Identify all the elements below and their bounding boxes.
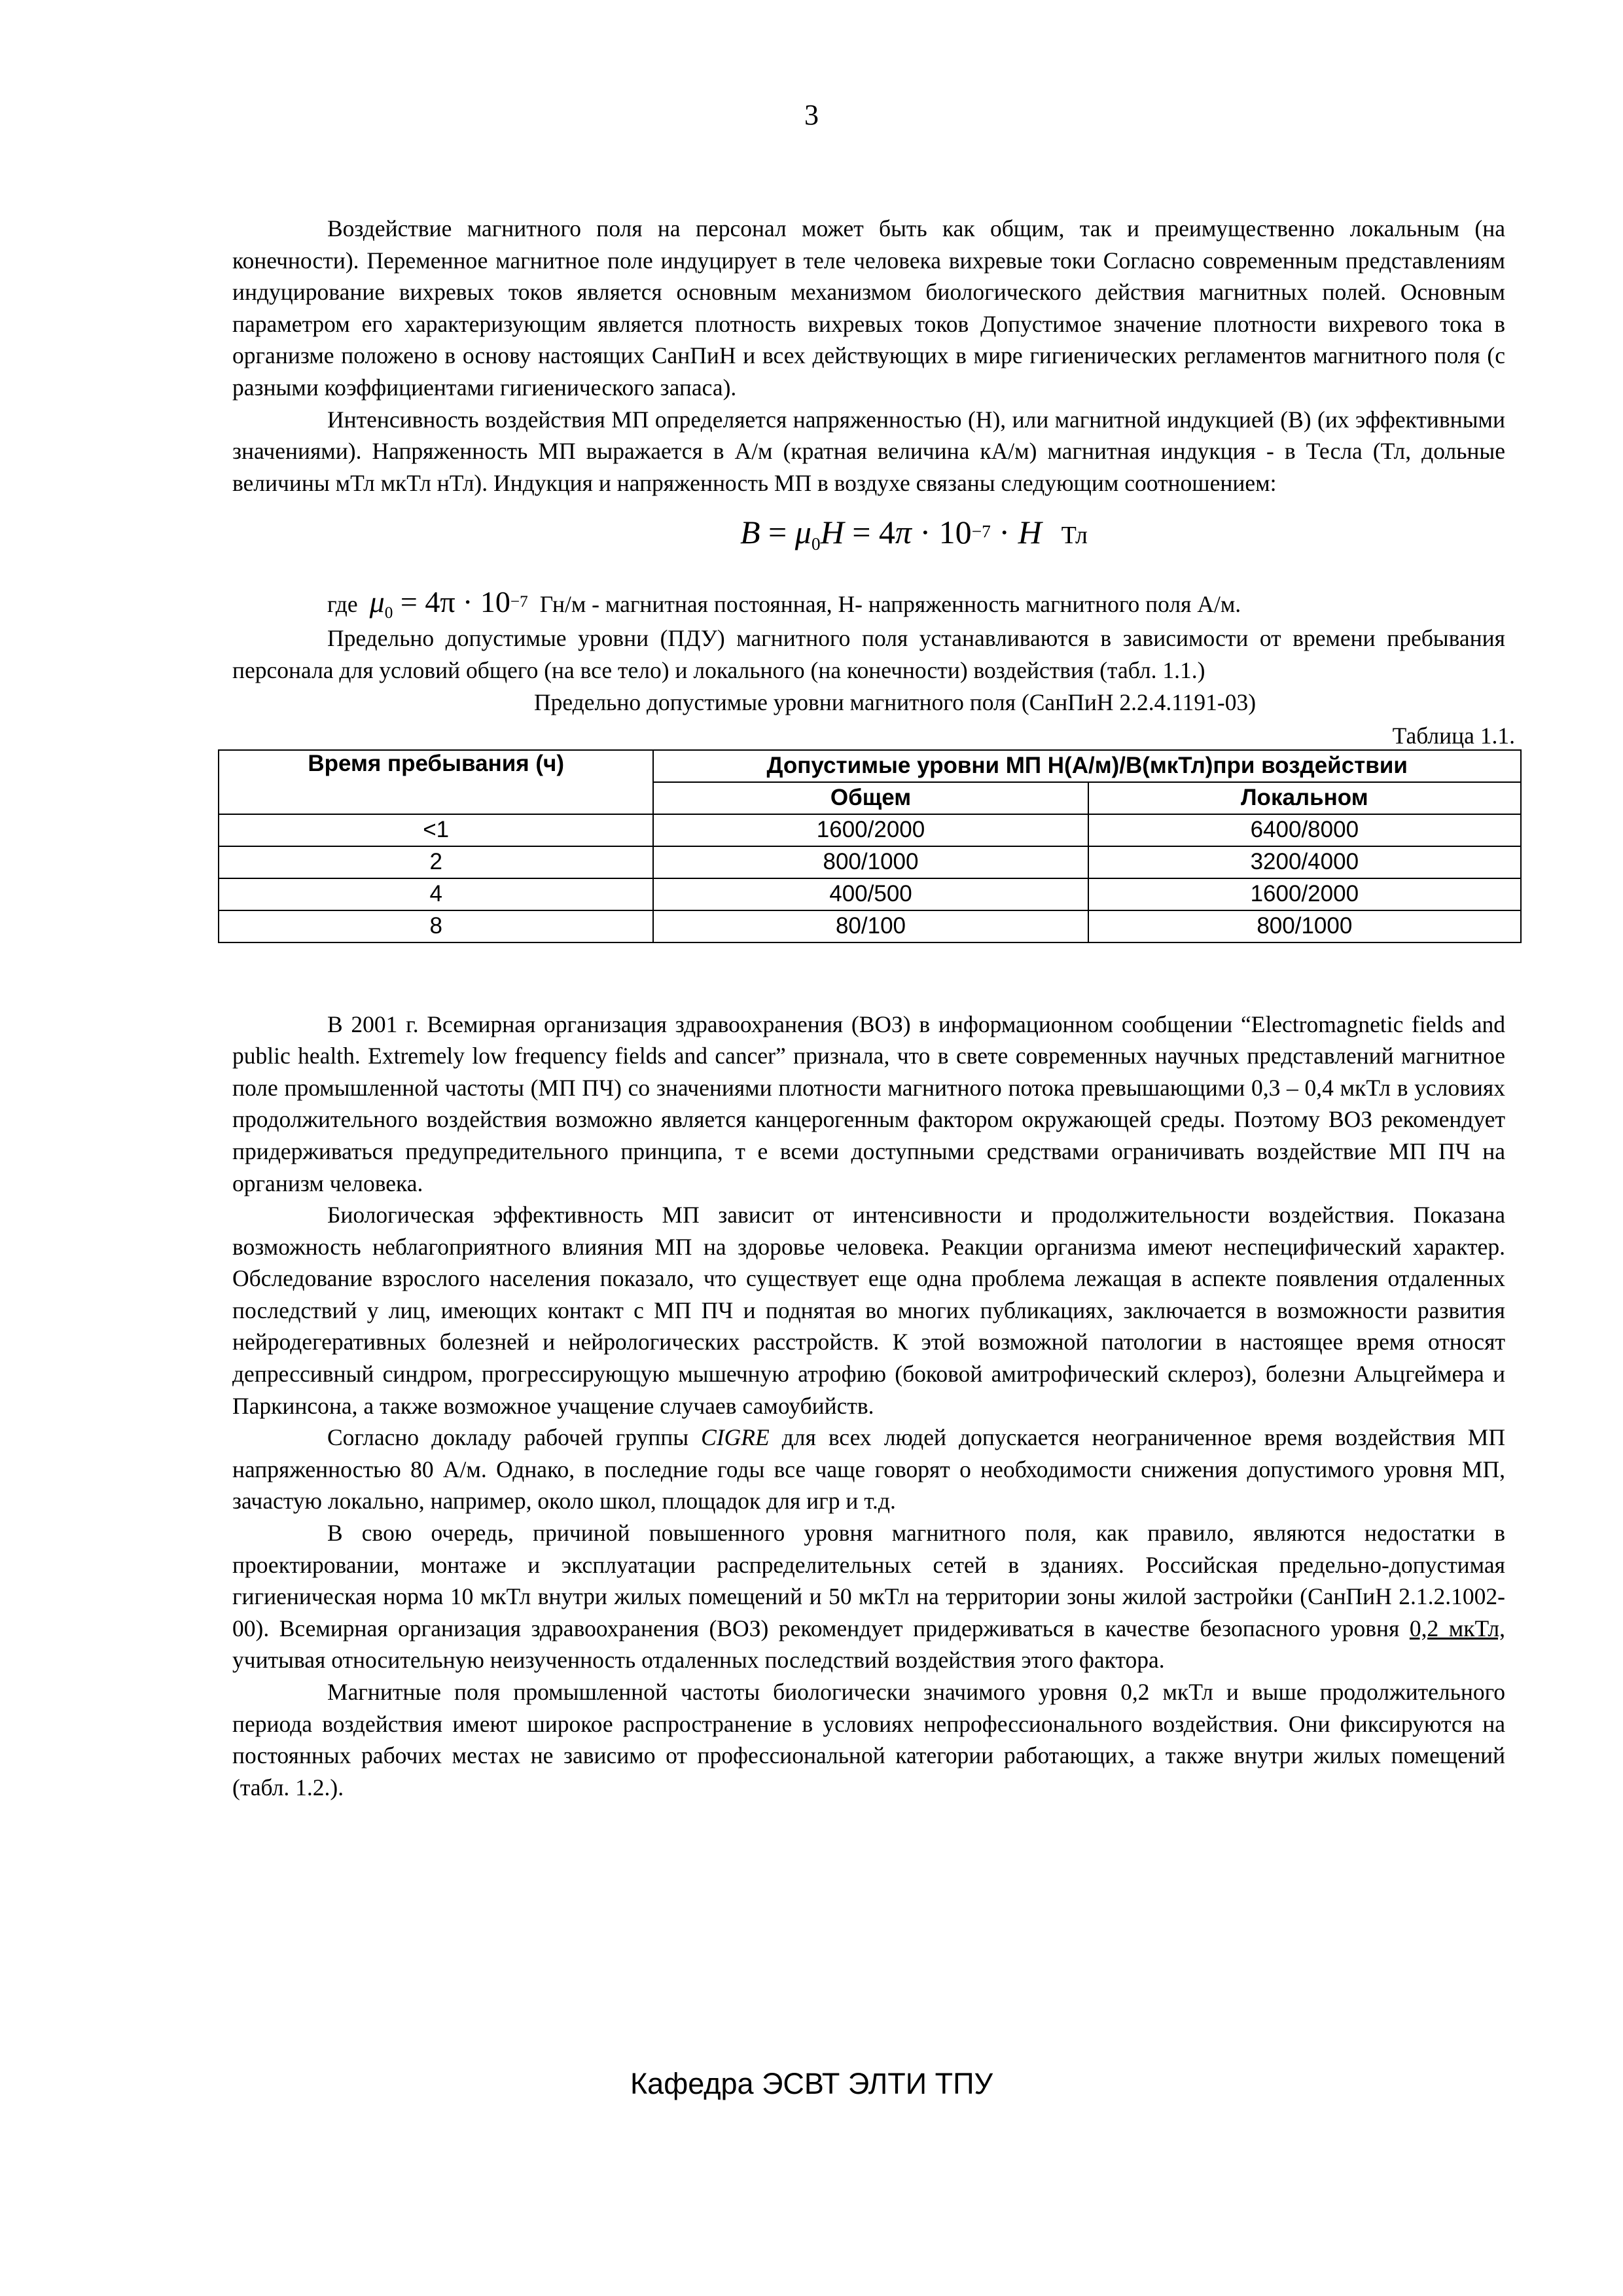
table-row: [219, 814, 1521, 846]
page-number: 3: [804, 99, 819, 131]
p7-text-b: учитывая относительную неизученность отдаленных последствий воздействия этого фактора.: [232, 1647, 1165, 1674]
cell-local: 6400/8000: [1088, 814, 1521, 846]
const-sub0: 0: [384, 603, 393, 622]
p6-text-b: для всех людей допускается неограниченное время воздействия МП напряженностью 80 А/м. Однако, в последние годы все чаще говорят о необходимости снижения допустимого уровня МП, зачастую локально, например, около школ, площадок для игр и т.д.: [232, 1424, 1505, 1515]
paragraph-7: [232, 1517, 1505, 1676]
header-time: Время пребывания (ч): [219, 750, 653, 814]
const-mu: μ: [369, 585, 385, 619]
paragraph-3: Предельно допустимые уровни (ПДУ) магнитного поля устанавливаются в зависимости от времени пребывания персонала для условий общего (на все тело) и локального (на конечности) воздействия (табл. 1.1.): [232, 625, 1505, 683]
formula-sub0: 0: [811, 533, 821, 554]
formula-eq1: =: [760, 514, 795, 551]
header-general: Общем: [653, 782, 1088, 814]
formula-eq2: = 4: [844, 514, 895, 551]
paragraph-6: [232, 1422, 1505, 1517]
cell-time: 4: [219, 878, 653, 910]
table-row: [219, 878, 1521, 910]
formula-dot10: · 10: [911, 514, 972, 551]
cell-general: 400/500: [653, 878, 1088, 910]
formula-dotH: ·: [990, 514, 1018, 551]
cell-time: 2: [219, 846, 653, 878]
cell-local: 800/1000: [1088, 910, 1521, 942]
page-content: [232, 213, 1515, 1803]
page-footer: Кафедра ЭСВТ ЭЛТИ ТПУ: [630, 2067, 993, 2100]
header-levels: Допустимые уровни МП Н(А/м)/В(мкТл)при воздействии: [653, 750, 1521, 782]
where-word: где: [327, 591, 358, 618]
formula-exponent: −7: [971, 520, 991, 541]
table-row: [219, 910, 1521, 942]
limits-table: [218, 749, 1522, 943]
table-label: Таблица 1.1.: [1392, 722, 1515, 749]
formula-H2: H: [1018, 514, 1042, 551]
formula-B: B: [740, 514, 760, 551]
const-exponent: −7: [510, 592, 528, 611]
cell-time: 8: [219, 910, 653, 942]
table-caption: Предельно допустимые уровни магнитного поля (СанПиН 2.2.4.1191-03): [533, 689, 1257, 715]
p6-text-a: Согласно докладу рабочей группы: [327, 1424, 702, 1451]
p7-underlined: 0,2 мкТл,: [1409, 1615, 1505, 1641]
paragraph-5: Биологическая эффективность МП зависит от интенсивности и продолжительности воздействия. Показана возможность неблагоприятного влияния МП на здоровье человека. Реакции организма имеют неспецифический характер. Обследование взрослого населения показало, что существует еще одна проблема лежащая в аспекте появления отдаленных последствий у лиц, имеющих контакт с МП ПЧ и поднятая во многих публикациях, заключается в возможности развития нейродегеративных болезней и нейрологических расстройств. К этой возможной патологии в настоящее время относят депрессивный синдром, прогрессирующую мышечную атрофию (боковой амитрофический склероз), болезни Альцгеймера и Паркинсона, а также возможное учащение случаев самоубийств.: [232, 1202, 1505, 1419]
table-header-row: [219, 750, 1521, 782]
cell-local: 3200/4000: [1088, 846, 1521, 878]
constant-definition: [232, 584, 1505, 622]
paragraph-2: Интенсивность воздействия МП определяется напряженностью (Н), или магнитной индукцией (В) (их эффективными значениями). Напряженность МП выражается в А/м (кратная величина кА/м) магнитная индукция - в Тесла (Тл, дольные величины мТл мкТл нТл). Индукция и напряженность МП в воздухе связаны следующим соотношением:: [232, 406, 1505, 496]
paragraph-8: Магнитные поля промышленной частоты биологически значимого уровня 0,2 мкТл и выше продолжительного периода воздействия имеют широкое распространение в условиях непрофессионального воздействия. Они фиксируются на постоянных рабочих местах не зависимо от профессиональной категории работающих, а также внутри жилых помещений (табл. 1.2.).: [232, 1679, 1505, 1801]
table-row: [219, 846, 1521, 878]
induction-formula: [232, 499, 1505, 576]
formula-mu: μ: [794, 514, 812, 551]
cell-general: 80/100: [653, 910, 1088, 942]
cell-general: 800/1000: [653, 846, 1088, 878]
cell-general: 1600/2000: [653, 814, 1088, 846]
paragraph-1: Воздействие магнитного поля на персонал может быть как общим, так и преимущественно локальным (на конечности). Переменное магнитное поле индуцирует в теле человека вихревые токи Согласно современным представлениям индуцирование вихревых токов является основным механизмом биологического действия магнитных полей. Основным параметром его характеризующим является плотность вихревых токов Допустимое значение плотности вихревого тока в организме положено в основу настоящих СанПиН и всех действующих в мире гигиенических регламентов магнитного поля (с разными коэффициентами гигиенического запаса).: [232, 215, 1505, 401]
cell-local: 1600/2000: [1088, 878, 1521, 910]
paragraph-4: В 2001 г. Всемирная организация здравоохранения (ВОЗ) в информационном сообщении “Electromagnetic fields and public health. Extremely low frequency fields and cancer” признала, что в свете современных научных представлений магнитное поле промышленной частоты (МП ПЧ) со значениями плотности магнитного потока превышающими 0,3 – 0,4 мкТл в условиях продолжительного воздействия возможно является канцерогенным фактором окружающей среды. Поэтому ВОЗ рекомендует придерживаться предупредительного принципа, т е всеми доступными средствами ограничивать воздействие МП ПЧ на организм человека.: [232, 1011, 1505, 1196]
const-description: Гн/м - магнитная постоянная, Н- напряженность магнитного поля А/м.: [539, 591, 1241, 618]
formula-H: H: [820, 514, 844, 551]
header-local: Локальном: [1088, 782, 1521, 814]
cell-time: <1: [219, 814, 653, 846]
p6-cigre: CIGRE: [701, 1424, 770, 1451]
formula-pi: π: [895, 514, 912, 551]
const-value: = 4π · 10: [393, 585, 510, 619]
p7-text-a: В свою очередь, причиной повышенного уровня магнитного поля, как правило, являются недостатки в проектировании, монтаже и эксплуатации распределительных сетей в зданиях. Российская предельно-допустимая гигиеническая норма 10 мкТл внутри жилых помещений и 50 мкТл на территории зоны жилой застройки (СанПиН 2.1.2.1002-00). Всемирная организация здравоохранения (ВОЗ) рекомендует придерживаться в качестве безопасного уровня: [232, 1520, 1505, 1641]
formula-unit: Тл: [1061, 522, 1088, 550]
